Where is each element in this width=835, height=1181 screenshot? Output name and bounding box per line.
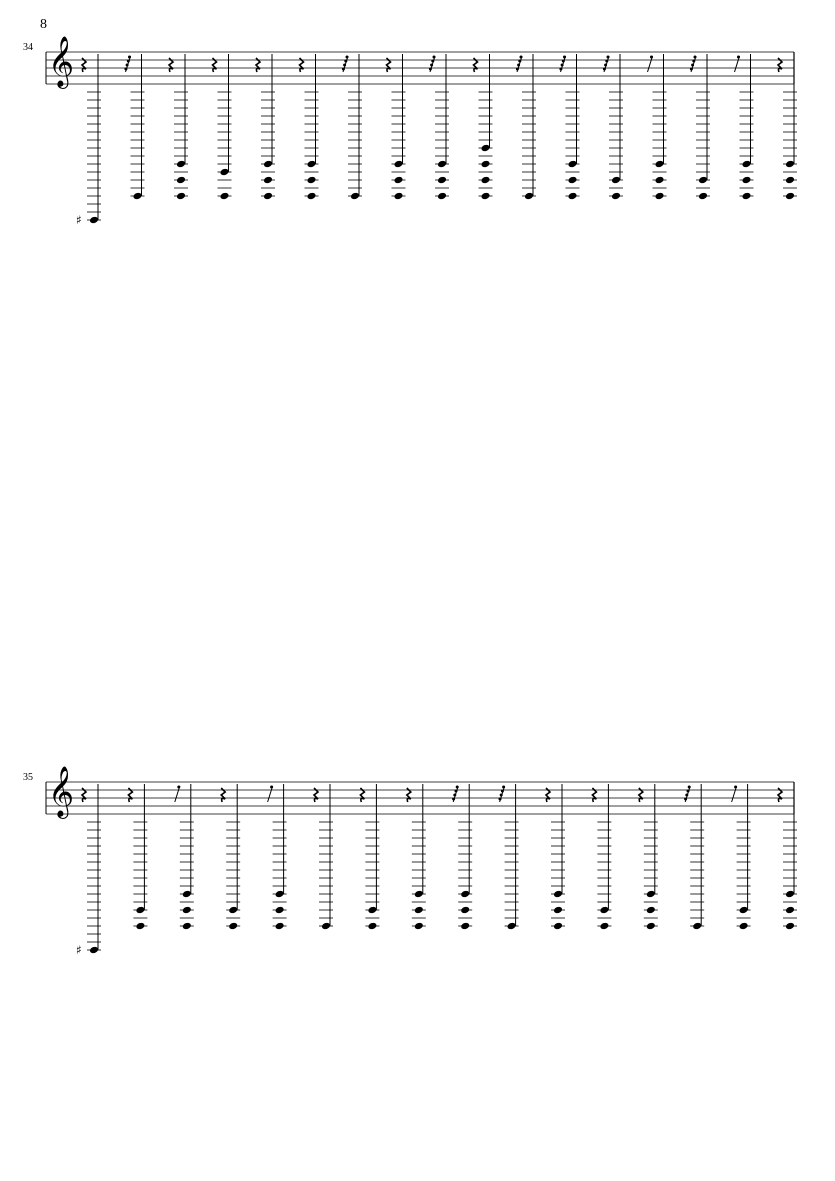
note-head xyxy=(437,176,447,185)
note-head xyxy=(785,906,795,915)
note-head xyxy=(228,906,238,915)
page-number: 8 xyxy=(40,17,47,32)
note-head xyxy=(307,160,317,169)
note-head xyxy=(228,922,238,931)
rest-flag xyxy=(126,64,129,67)
rest-flag xyxy=(685,794,688,797)
rest-flag xyxy=(562,60,565,63)
note-head xyxy=(646,906,656,915)
note-head xyxy=(739,906,749,915)
note-head xyxy=(553,906,563,915)
note-head xyxy=(394,176,404,185)
rest-flag xyxy=(559,68,562,71)
note-head xyxy=(275,906,285,915)
note-head xyxy=(742,160,752,169)
note-head xyxy=(646,922,656,931)
note-head xyxy=(568,160,578,169)
rest-flag xyxy=(177,786,180,789)
chord-column xyxy=(76,54,101,227)
note-head xyxy=(507,922,517,931)
note-head xyxy=(553,890,563,899)
note-head xyxy=(568,176,578,185)
note-head xyxy=(350,192,360,201)
rest-flag xyxy=(650,56,653,59)
rest-flag xyxy=(518,60,521,63)
note-head xyxy=(321,922,331,931)
rest-flag xyxy=(433,56,436,59)
rest-flag xyxy=(737,56,740,59)
note-head xyxy=(785,192,795,201)
rest-flag xyxy=(690,68,693,71)
note-head xyxy=(785,922,795,931)
rest-flag xyxy=(430,64,433,67)
rest-flag xyxy=(343,64,346,67)
note-head xyxy=(481,192,491,201)
note-head xyxy=(785,160,795,169)
note-head xyxy=(220,168,230,177)
rest-flag xyxy=(344,60,347,63)
note-head xyxy=(263,192,273,201)
rest-flag xyxy=(688,786,691,789)
rest-flag xyxy=(607,56,610,59)
note-head xyxy=(367,906,377,915)
note-head xyxy=(481,176,491,185)
rest-flag xyxy=(516,68,519,71)
note-head xyxy=(135,906,145,915)
note-head xyxy=(599,922,609,931)
treble-clef-icon: 𝄞 xyxy=(48,766,75,817)
note-head xyxy=(307,192,317,201)
note-head xyxy=(785,890,795,899)
chord-column xyxy=(76,784,101,957)
note-head xyxy=(553,922,563,931)
rest-flag xyxy=(128,56,131,59)
note-head xyxy=(460,890,470,899)
note-head xyxy=(599,906,609,915)
note-head xyxy=(89,216,99,225)
note-head xyxy=(176,160,186,169)
measure-number-34: 34 xyxy=(23,42,33,53)
rest-flag xyxy=(431,60,434,63)
treble-clef-icon: 𝄞 xyxy=(48,36,75,87)
note-head xyxy=(182,922,192,931)
note-head xyxy=(785,176,795,185)
note-head xyxy=(611,192,621,201)
rest-flag xyxy=(124,68,127,71)
rest-flag xyxy=(563,56,566,59)
rest-flag xyxy=(692,60,695,63)
note-head xyxy=(742,192,752,201)
rest-flag xyxy=(127,60,130,63)
rest-flag xyxy=(453,794,456,797)
note-head xyxy=(414,906,424,915)
note-head xyxy=(367,922,377,931)
note-head xyxy=(182,890,192,899)
rest-flag xyxy=(561,64,564,67)
rest-flag xyxy=(684,798,687,801)
rest-flag xyxy=(500,794,503,797)
staff-system-measure-34 xyxy=(46,36,797,227)
rest-flag xyxy=(603,68,606,71)
note-head xyxy=(739,922,749,931)
rest-flag xyxy=(452,798,455,801)
measure-number-35: 35 xyxy=(23,772,33,783)
rest-flag xyxy=(520,56,523,59)
rest-flag xyxy=(605,60,608,63)
note-head xyxy=(655,160,665,169)
note-head xyxy=(394,192,404,201)
note-head xyxy=(275,922,285,931)
note-head xyxy=(176,192,186,201)
rest-flag xyxy=(455,790,458,793)
rest-flag xyxy=(694,56,697,59)
note-head xyxy=(655,192,665,201)
note-head xyxy=(481,160,491,169)
note-head xyxy=(182,906,192,915)
note-head xyxy=(698,176,708,185)
note-head xyxy=(698,192,708,201)
note-head xyxy=(414,890,424,899)
note-head xyxy=(135,922,145,931)
note-head xyxy=(742,176,752,185)
note-head xyxy=(437,160,447,169)
note-head xyxy=(646,890,656,899)
sharp-icon: ♯ xyxy=(76,943,82,957)
note-head xyxy=(460,922,470,931)
rest-flag xyxy=(342,68,345,71)
rest-flag xyxy=(691,64,694,67)
rest-flag xyxy=(502,786,505,789)
rest-flag xyxy=(456,786,459,789)
note-head xyxy=(568,192,578,201)
rest-flag xyxy=(429,68,432,71)
rest-flag xyxy=(501,790,504,793)
rest-flag xyxy=(270,786,273,789)
rest-flag xyxy=(687,790,690,793)
note-head xyxy=(220,192,230,201)
note-head xyxy=(275,890,285,899)
note-head xyxy=(394,160,404,169)
rest-flag xyxy=(734,786,737,789)
note-head xyxy=(655,176,665,185)
sharp-icon: ♯ xyxy=(76,213,82,227)
note-head xyxy=(263,160,273,169)
rest-flag xyxy=(499,798,502,801)
staff-system-measure-35 xyxy=(46,766,797,957)
note-head xyxy=(481,144,491,153)
note-head xyxy=(263,176,273,185)
note-head xyxy=(133,192,143,201)
rest-flag xyxy=(604,64,607,67)
note-head xyxy=(414,922,424,931)
note-head xyxy=(460,906,470,915)
note-head xyxy=(437,192,447,201)
note-head xyxy=(89,946,99,955)
rest-flag xyxy=(517,64,520,67)
note-head xyxy=(692,922,702,931)
note-head xyxy=(524,192,534,201)
note-head xyxy=(176,176,186,185)
note-head xyxy=(611,176,621,185)
note-head xyxy=(307,176,317,185)
rest-flag xyxy=(346,56,349,59)
